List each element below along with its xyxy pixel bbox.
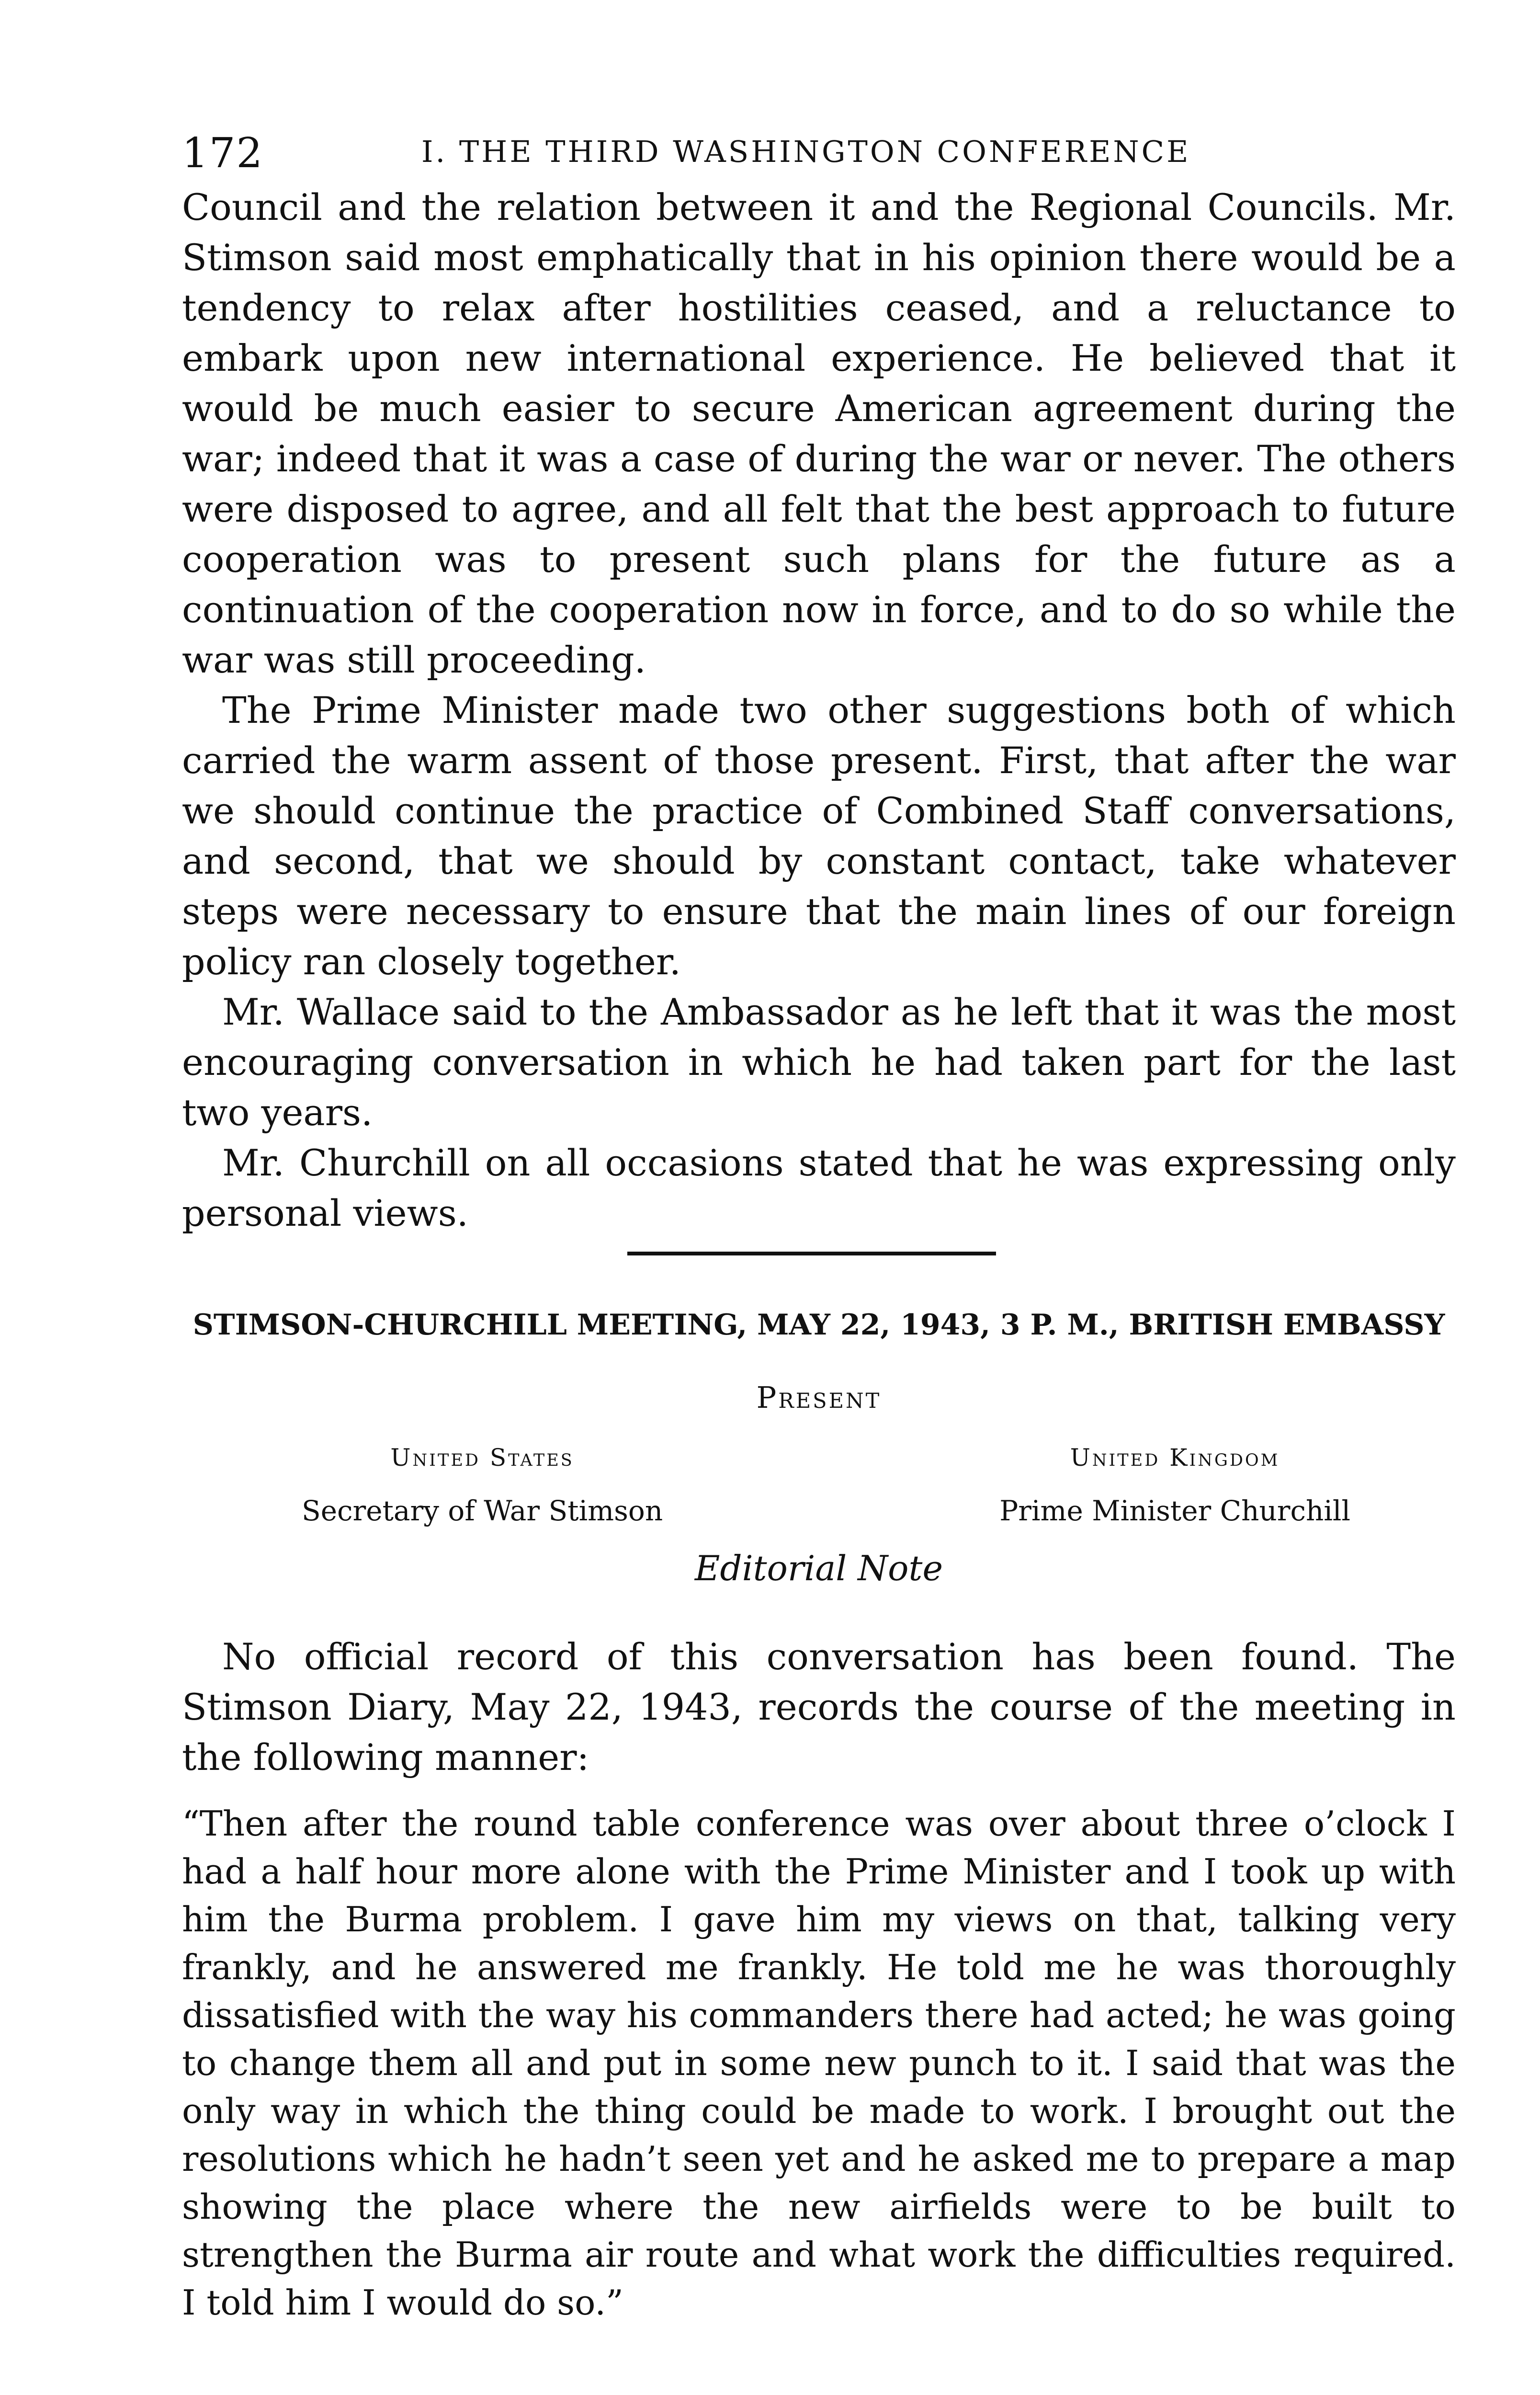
section-divider: [627, 1252, 996, 1255]
editorial-note-title: Editorial Note: [694, 1548, 943, 1588]
editorial-note-text: No official record of this conversation has been found. The Stimson Diary, May 22, 1943, records the course of the meeting in the following manner:: [182, 1635, 1456, 1779]
united-states-label: United States: [390, 1444, 574, 1471]
running-title: I. THE THIRD WASHINGTON CONFERENCE: [421, 134, 1191, 169]
paragraph-churchill-views: Mr. Churchill on all occasions stated that he was expressing only personal views.: [182, 1141, 1456, 1234]
attendees: [182, 1444, 1456, 1527]
page-number: 172: [182, 129, 264, 177]
united-kingdom-label: United Kingdom: [1070, 1444, 1280, 1471]
united-kingdom-attendee: Prime Minister Churchill: [999, 1494, 1350, 1527]
meeting-heading: STIMSON-CHURCHILL MEETING, MAY 22, 1943, 3 P. M., BRITISH EMBASSY: [192, 1308, 1445, 1342]
attendees-united-kingdom: [999, 1444, 1350, 1527]
document-page: [182, 120, 1456, 2327]
paragraph-prime-minister-suggestions: The Prime Minister made two other suggestions both of which carried the warm assent of those present. First, that after the war we should continue the practice of Combined Staff conversations, and second, that we should by constant contact, take whatever steps were necessary to ensure that the main lines of our foreign policy ran closely together.: [182, 689, 1456, 983]
united-states-attendee: Secretary of War Stimson: [302, 1494, 663, 1527]
running-head: [182, 120, 1456, 182]
diary-quote: “Then after the round table conference was over about three o’clock I had a half hour more alone with the Prime Minister and I took up with him the Burma problem. I gave him my views on that, talking very frankly, and he answered me frankly. He told me he was thoroughly dissatisfied with the way his commanders there had acted; he was going to change them all and put in some new punch to it. I said that was the only way in which the thing could be made to work. I brought out the resolutions which he hadn’t seen yet and he asked me to prepare a map showing the place where the new airfields were to be built to strengthen the Burma air route and what work the difficulties required. I told him I would do so.”: [182, 1803, 1456, 2323]
paragraph-council: Council and the relation between it and the Regional Councils. Mr. Stimson said most emphatically that in his opinion there would be a tendency to relax after hostilities ceased, and a reluctance to embark upon new international experience. He believed that it would be much easier to secure American agreement during the war; indeed that it was a case of during the war or never. The others were disposed to agree, and all felt that the best approach to future cooperation was to present such plans for the future as a continuation of the cooperation now in force, and to do so while the war was still proceeding.: [182, 186, 1456, 681]
attendees-united-states: [302, 1444, 663, 1527]
paragraph-wallace: Mr. Wallace said to the Ambassador as he left that it was the most encouraging conversation in which he had taken part for the last two years.: [182, 991, 1456, 1134]
present-label: Present: [756, 1380, 882, 1415]
